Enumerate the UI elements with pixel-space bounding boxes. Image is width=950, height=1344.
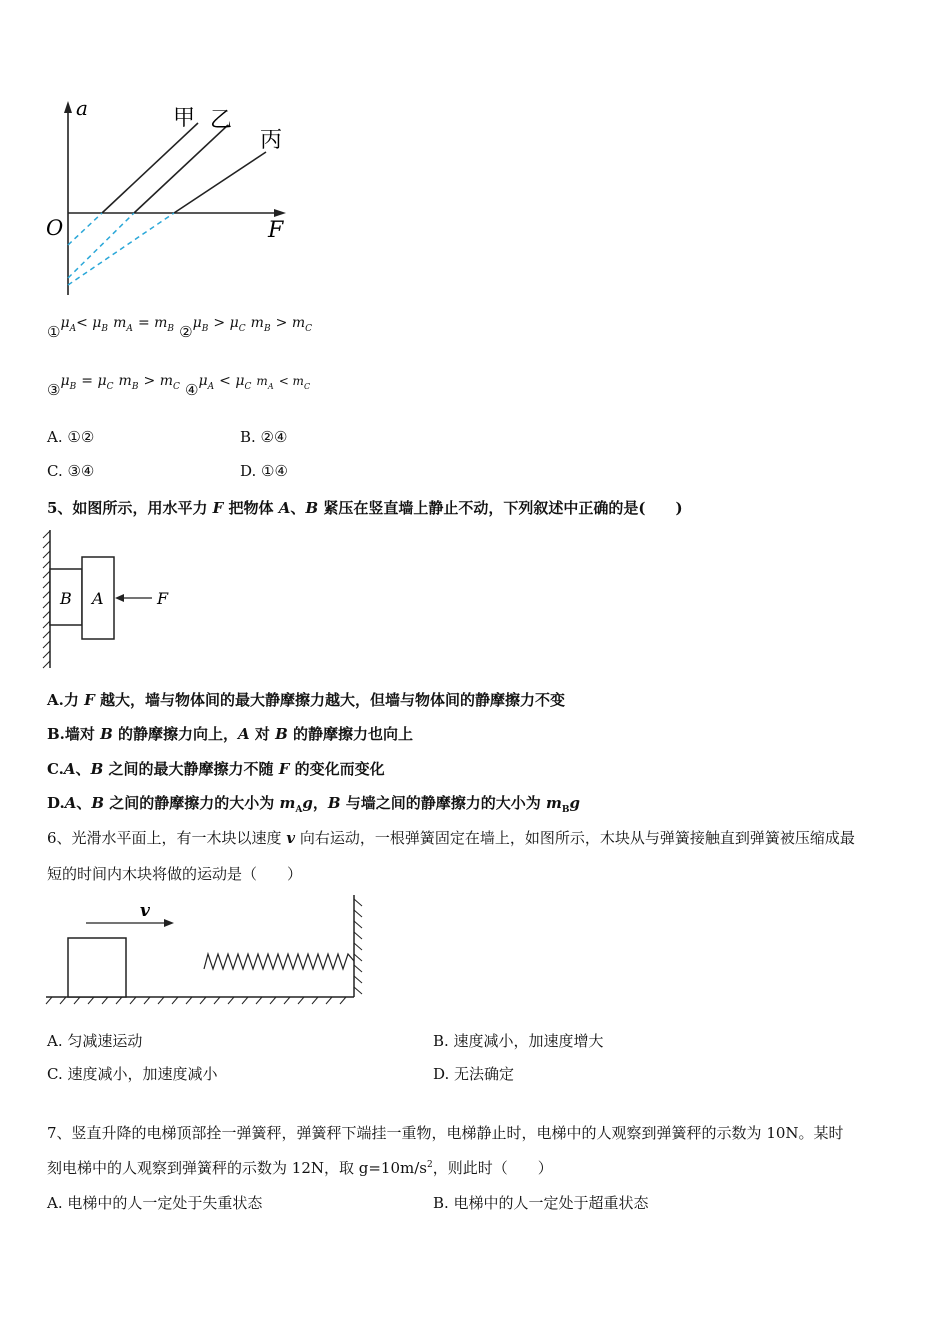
q7-option-b[interactable]: B. 电梯中的人一定处于超重状态 bbox=[433, 1194, 649, 1212]
force-arrow-head bbox=[115, 594, 124, 602]
q4-option-a[interactable]: A. ①② bbox=[47, 428, 95, 446]
label-a: A bbox=[92, 589, 104, 608]
q6-option-d[interactable]: D. 无法确定 bbox=[433, 1065, 515, 1083]
statement-4-number: ④ bbox=[185, 381, 199, 399]
label-yi: 乙 bbox=[210, 108, 233, 133]
x-axis-arrow bbox=[274, 209, 286, 217]
wall-hatching bbox=[43, 531, 50, 668]
dash-bing bbox=[68, 213, 174, 285]
dash-jia bbox=[68, 213, 102, 245]
q7-stem-line1: 7、竖直升降的电梯顶部拴一弹簧秤，弹簧秤下端挂一重物，电梯静止时，电梯中的人观察到弹簧秤的示数为 10N。某时 bbox=[47, 1124, 844, 1142]
statement-3-number: ③ bbox=[47, 381, 61, 399]
line-bing bbox=[174, 152, 266, 213]
label-jia: 甲 bbox=[173, 106, 196, 131]
spring bbox=[204, 954, 354, 969]
block-spring-figure bbox=[44, 893, 374, 1008]
q5-option-c[interactable]: C.A、B 之间的最大静摩擦力不随 F 的变化而变化 bbox=[47, 760, 385, 778]
wooden-block bbox=[68, 938, 126, 997]
y-axis-label: a bbox=[76, 96, 88, 120]
q6-stem-line1: 6、光滑水平面上，有一木块以速度 v 向右运动，一根弹簧固定在墙上，如图所示，木块从与弹簧接触直到弹簧被压缩成最 bbox=[47, 829, 855, 847]
q6-stem-line2: 短的时间内木块将做的运动是（ ） bbox=[47, 865, 303, 883]
q5-option-b[interactable]: B.墙对 B 的静摩擦力向上，A 对 B 的静摩擦力也向上 bbox=[47, 725, 414, 743]
y-axis-arrow bbox=[64, 101, 72, 113]
statement-3: $③\mu_B = \mu_C$ $m_B > m_C$ $④\mu_A < \mu_C$ $m_A < m_C$ bbox=[47, 373, 311, 399]
statement-1-number: ① bbox=[47, 323, 61, 341]
right-wall-hatching bbox=[354, 899, 362, 994]
q6-option-a[interactable]: A. 匀减速运动 bbox=[47, 1032, 143, 1050]
origin-label: O bbox=[46, 216, 64, 240]
q6-option-c[interactable]: C. 速度减小，加速度减小 bbox=[47, 1065, 218, 1083]
label-b: B bbox=[60, 589, 72, 608]
q4-option-c[interactable]: C. ③④ bbox=[47, 462, 95, 480]
wall-blocks-figure bbox=[40, 528, 180, 670]
velocity-label: v bbox=[140, 901, 150, 921]
dash-yi bbox=[68, 213, 134, 278]
q5-option-a[interactable]: A.力 F 越大，墙与物体间的最大静摩擦力越大，但墙与物体间的静摩擦力不变 bbox=[47, 691, 565, 709]
q7-option-a[interactable]: A. 电梯中的人一定处于失重状态 bbox=[47, 1194, 263, 1212]
q5-option-d[interactable]: D.A、B 之间的静摩擦力的大小为 $m_Ag$，B 与墙之间的静摩擦力的大小为 $m_Bg$ bbox=[47, 794, 580, 815]
q5-stem: 5、如图所示，用水平力 F 把物体 A、B 紧压在竖直墙上静止不动，下列叙述中正确的是( ) bbox=[47, 499, 683, 517]
floor-hatching bbox=[46, 997, 346, 1004]
x-axis-label: F bbox=[268, 218, 284, 243]
q4-option-d[interactable]: D. ①④ bbox=[240, 462, 288, 480]
label-bing: 丙 bbox=[260, 128, 283, 153]
acceleration-force-graph bbox=[40, 95, 300, 300]
label-f: F bbox=[157, 589, 169, 608]
statement-2-number: ② bbox=[179, 323, 193, 341]
line-jia bbox=[102, 123, 198, 213]
statement-1: $①\mu_A< \mu_B$ $m_A = m_B$ $②\mu_B > \mu_C$ $m_B > m_C$ bbox=[47, 315, 313, 341]
q7-stem-line2: 刻电梯中的人观察到弹簧秤的示数为 12N，取 $g=10m/s^2$，则此时（ ） bbox=[47, 1159, 553, 1177]
velocity-arrow-head bbox=[164, 919, 174, 927]
q4-option-b[interactable]: B. ②④ bbox=[240, 428, 288, 446]
q6-option-b[interactable]: B. 速度减小，加速度增大 bbox=[433, 1032, 604, 1050]
